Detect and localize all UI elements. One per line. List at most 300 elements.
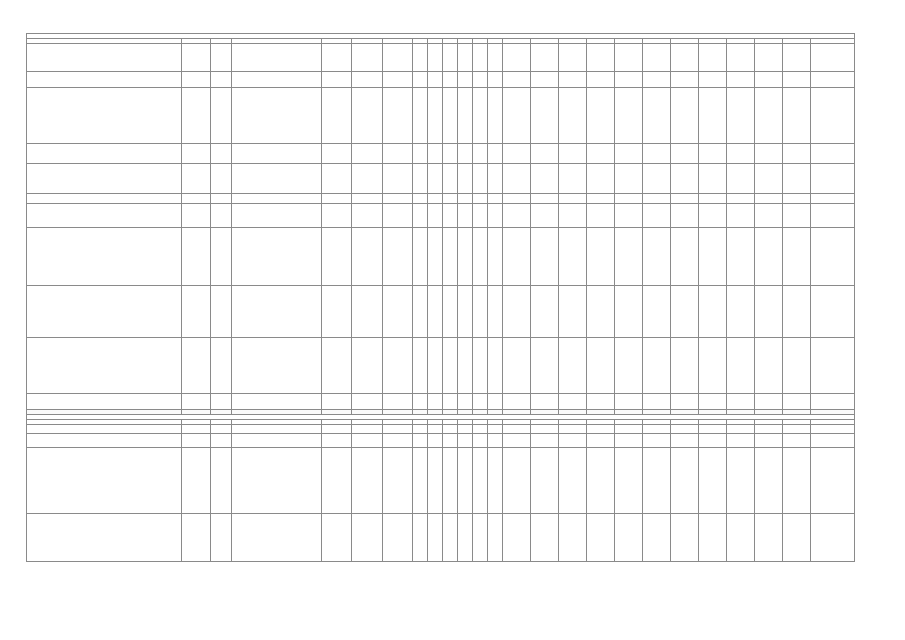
table-cell xyxy=(182,514,211,562)
table-cell xyxy=(783,394,811,410)
table-cell xyxy=(352,286,382,338)
table-cell xyxy=(322,448,352,514)
table-cell xyxy=(488,228,503,286)
table-row xyxy=(27,228,855,286)
table-cell xyxy=(727,164,755,194)
table-cell xyxy=(615,204,643,228)
row-total-cell xyxy=(811,434,855,448)
table-cell xyxy=(727,338,755,394)
table-cell xyxy=(488,144,503,164)
row-name-cell xyxy=(27,338,182,394)
table-cell xyxy=(322,44,352,72)
table-cell xyxy=(783,425,811,434)
table-cell xyxy=(559,164,587,194)
table-row xyxy=(27,72,855,88)
table-cell xyxy=(211,88,231,144)
table-cell xyxy=(503,88,531,144)
table-cell xyxy=(473,425,488,434)
table-cell xyxy=(531,338,559,394)
table-cell xyxy=(458,194,473,204)
budget-table xyxy=(26,33,855,562)
table-cell xyxy=(503,434,531,448)
table-cell xyxy=(458,44,473,72)
table-cell xyxy=(427,286,442,338)
table-cell xyxy=(615,72,643,88)
table-cell xyxy=(671,204,699,228)
table-cell xyxy=(442,514,457,562)
table-cell xyxy=(643,164,671,194)
table-cell xyxy=(671,514,699,562)
table-row xyxy=(27,286,855,338)
table-cell xyxy=(559,228,587,286)
table-cell xyxy=(458,338,473,394)
table-cell xyxy=(783,164,811,194)
table-cell xyxy=(442,286,457,338)
table-cell xyxy=(488,394,503,410)
table-cell xyxy=(643,448,671,514)
table-row xyxy=(27,88,855,144)
table-cell xyxy=(699,88,727,144)
table-row xyxy=(27,204,855,228)
table-cell xyxy=(699,514,727,562)
row-name-cell xyxy=(27,204,182,228)
table-cell xyxy=(643,286,671,338)
table-cell xyxy=(671,228,699,286)
table-cell xyxy=(382,44,412,72)
table-row xyxy=(27,164,855,194)
table-cell xyxy=(322,72,352,88)
table-cell xyxy=(488,425,503,434)
table-cell xyxy=(643,394,671,410)
table-cell xyxy=(322,88,352,144)
table-cell xyxy=(615,394,643,410)
table-cell xyxy=(755,434,783,448)
table-cell xyxy=(211,194,231,204)
table-cell xyxy=(322,164,352,194)
table-cell xyxy=(231,425,322,434)
table-cell xyxy=(488,88,503,144)
table-cell xyxy=(211,204,231,228)
table-cell xyxy=(671,448,699,514)
table-cell xyxy=(727,194,755,204)
table-cell xyxy=(322,204,352,228)
table-cell xyxy=(458,514,473,562)
table-cell xyxy=(559,88,587,144)
table-cell xyxy=(727,394,755,410)
table-cell xyxy=(559,194,587,204)
table-cell xyxy=(352,514,382,562)
table-cell xyxy=(587,338,615,394)
table-cell xyxy=(473,394,488,410)
table-cell xyxy=(615,88,643,144)
table-cell xyxy=(427,338,442,394)
table-cell xyxy=(473,72,488,88)
table-cell xyxy=(488,204,503,228)
table-cell xyxy=(531,286,559,338)
table-cell xyxy=(531,44,559,72)
row-name-cell xyxy=(27,514,182,562)
table-cell xyxy=(587,514,615,562)
table-cell xyxy=(699,338,727,394)
table-cell xyxy=(503,144,531,164)
table-cell xyxy=(382,194,412,204)
row-total-cell xyxy=(811,514,855,562)
table-cell xyxy=(643,204,671,228)
table-cell xyxy=(699,448,727,514)
table-cell xyxy=(427,164,442,194)
table-cell xyxy=(231,44,322,72)
table-row xyxy=(27,425,855,434)
table-cell xyxy=(458,164,473,194)
table-cell xyxy=(531,394,559,410)
table-cell xyxy=(503,286,531,338)
table-cell xyxy=(427,394,442,410)
table-cell xyxy=(559,144,587,164)
table-cell xyxy=(382,286,412,338)
table-cell xyxy=(488,72,503,88)
table-cell xyxy=(211,434,231,448)
table-cell xyxy=(587,204,615,228)
table-cell xyxy=(615,514,643,562)
table-cell xyxy=(488,164,503,194)
table-cell xyxy=(488,514,503,562)
table-cell xyxy=(442,204,457,228)
table-cell xyxy=(559,44,587,72)
table-cell xyxy=(727,434,755,448)
table-cell xyxy=(643,88,671,144)
table-row xyxy=(27,144,855,164)
table-row xyxy=(27,514,855,562)
table-cell xyxy=(352,72,382,88)
table-cell xyxy=(783,194,811,204)
table-cell xyxy=(699,144,727,164)
table-cell xyxy=(442,228,457,286)
table-cell xyxy=(473,228,488,286)
table-cell xyxy=(412,88,427,144)
table-row xyxy=(27,44,855,72)
row-total-cell xyxy=(811,88,855,144)
table-cell xyxy=(458,394,473,410)
row-name-cell xyxy=(27,448,182,514)
table-cell xyxy=(182,394,211,410)
table-cell xyxy=(699,194,727,204)
table-cell xyxy=(559,448,587,514)
row-total-cell xyxy=(811,228,855,286)
table-cell xyxy=(231,72,322,88)
row-name-cell xyxy=(27,164,182,194)
table-cell xyxy=(211,338,231,394)
table-cell xyxy=(412,448,427,514)
table-cell xyxy=(531,164,559,194)
table-cell xyxy=(587,144,615,164)
table-cell xyxy=(442,44,457,72)
table-cell xyxy=(427,434,442,448)
table-cell xyxy=(322,514,352,562)
table-cell xyxy=(412,394,427,410)
table-cell xyxy=(559,204,587,228)
table-cell xyxy=(755,204,783,228)
table-cell xyxy=(473,144,488,164)
table-cell xyxy=(503,448,531,514)
table-cell xyxy=(231,228,322,286)
table-cell xyxy=(783,514,811,562)
table-cell xyxy=(322,228,352,286)
row-name-cell xyxy=(27,286,182,338)
table-cell xyxy=(531,204,559,228)
table-cell xyxy=(182,72,211,88)
table-cell xyxy=(503,204,531,228)
table-cell xyxy=(643,72,671,88)
table-cell xyxy=(427,88,442,144)
table-cell xyxy=(783,228,811,286)
table-cell xyxy=(755,194,783,204)
table-cell xyxy=(473,338,488,394)
table-cell xyxy=(382,434,412,448)
table-cell xyxy=(352,164,382,194)
table-cell xyxy=(503,194,531,204)
table-cell xyxy=(727,88,755,144)
table-cell xyxy=(559,338,587,394)
table-cell xyxy=(182,144,211,164)
table-cell xyxy=(783,72,811,88)
table-cell xyxy=(643,338,671,394)
table-cell xyxy=(231,204,322,228)
table-cell xyxy=(322,286,352,338)
table-cell xyxy=(182,425,211,434)
table-cell xyxy=(211,44,231,72)
table-cell xyxy=(458,72,473,88)
table-cell xyxy=(503,514,531,562)
table-cell xyxy=(211,164,231,194)
table-cell xyxy=(412,286,427,338)
table-cell xyxy=(231,514,322,562)
table-cell xyxy=(427,144,442,164)
row-total-cell xyxy=(811,204,855,228)
table-cell xyxy=(412,228,427,286)
table-row xyxy=(27,394,855,410)
table-cell xyxy=(427,425,442,434)
table-cell xyxy=(615,44,643,72)
table-cell xyxy=(671,394,699,410)
table-cell xyxy=(382,88,412,144)
table-cell xyxy=(503,394,531,410)
table-cell xyxy=(182,44,211,72)
table-cell xyxy=(473,164,488,194)
row-name-cell xyxy=(27,88,182,144)
table-cell xyxy=(382,338,412,394)
table-cell xyxy=(587,228,615,286)
table-cell xyxy=(755,72,783,88)
table-cell xyxy=(382,204,412,228)
table-cell xyxy=(531,228,559,286)
table-cell xyxy=(755,44,783,72)
table-cell xyxy=(755,338,783,394)
row-name-cell xyxy=(27,434,182,448)
table-cell xyxy=(783,88,811,144)
table-cell xyxy=(615,228,643,286)
table-cell xyxy=(643,194,671,204)
table-cell xyxy=(412,434,427,448)
table-cell xyxy=(755,88,783,144)
table-cell xyxy=(427,228,442,286)
table-cell xyxy=(488,448,503,514)
table-cell xyxy=(458,144,473,164)
table-cell xyxy=(211,144,231,164)
table-cell xyxy=(727,448,755,514)
table-cell xyxy=(587,394,615,410)
row-name-cell xyxy=(27,228,182,286)
table-cell xyxy=(615,286,643,338)
table-cell xyxy=(427,204,442,228)
table-cell xyxy=(458,286,473,338)
table-cell xyxy=(182,228,211,286)
table-cell xyxy=(352,44,382,72)
table-cell xyxy=(643,425,671,434)
table-cell xyxy=(412,164,427,194)
table-cell xyxy=(442,72,457,88)
table-cell xyxy=(211,72,231,88)
table-cell xyxy=(587,425,615,434)
table-cell xyxy=(182,448,211,514)
table-cell xyxy=(699,72,727,88)
table-cell xyxy=(382,448,412,514)
table-cell xyxy=(182,338,211,394)
table-cell xyxy=(231,394,322,410)
table-cell xyxy=(458,425,473,434)
table-cell xyxy=(427,44,442,72)
table-cell xyxy=(783,338,811,394)
table-cell xyxy=(231,448,322,514)
table-cell xyxy=(412,514,427,562)
table-cell xyxy=(643,434,671,448)
table-cell xyxy=(727,44,755,72)
table-cell xyxy=(182,194,211,204)
row-name-cell xyxy=(27,194,182,204)
table-cell xyxy=(352,394,382,410)
table-cell xyxy=(473,434,488,448)
table-cell xyxy=(473,44,488,72)
table-cell xyxy=(587,44,615,72)
table-cell xyxy=(531,425,559,434)
table-cell xyxy=(727,72,755,88)
row-name-cell xyxy=(27,44,182,72)
table-cell xyxy=(458,88,473,144)
table-cell xyxy=(671,144,699,164)
table-cell xyxy=(412,44,427,72)
table-cell xyxy=(427,514,442,562)
table-cell xyxy=(442,425,457,434)
table-cell xyxy=(783,434,811,448)
table-cell xyxy=(503,44,531,72)
table-cell xyxy=(412,425,427,434)
table-cell xyxy=(488,286,503,338)
table-cell xyxy=(671,286,699,338)
table-cell xyxy=(531,448,559,514)
row-total-cell xyxy=(811,72,855,88)
table-cell xyxy=(671,88,699,144)
table-cell xyxy=(182,88,211,144)
table-cell xyxy=(412,144,427,164)
table-cell xyxy=(352,204,382,228)
table-cell xyxy=(755,425,783,434)
table-cell xyxy=(559,286,587,338)
table-cell xyxy=(382,164,412,194)
table-cell xyxy=(671,425,699,434)
table-cell xyxy=(473,286,488,338)
table-cell xyxy=(587,164,615,194)
table-cell xyxy=(755,514,783,562)
table-cell xyxy=(503,72,531,88)
table-cell xyxy=(671,194,699,204)
table-cell xyxy=(231,338,322,394)
table-cell xyxy=(442,434,457,448)
table-cell xyxy=(727,425,755,434)
table-cell xyxy=(643,228,671,286)
table-cell xyxy=(531,514,559,562)
table-cell xyxy=(412,338,427,394)
table-cell xyxy=(783,144,811,164)
table-cell xyxy=(531,144,559,164)
table-cell xyxy=(322,144,352,164)
table-cell xyxy=(473,204,488,228)
table-cell xyxy=(382,514,412,562)
table-cell xyxy=(783,286,811,338)
table-cell xyxy=(382,72,412,88)
table-body xyxy=(27,34,855,562)
table-cell xyxy=(755,448,783,514)
table-cell xyxy=(587,448,615,514)
table-cell xyxy=(559,514,587,562)
row-total-cell xyxy=(811,338,855,394)
row-total-cell xyxy=(811,44,855,72)
table-cell xyxy=(442,338,457,394)
table-cell xyxy=(671,434,699,448)
table-cell xyxy=(643,44,671,72)
table-cell xyxy=(503,164,531,194)
table-cell xyxy=(559,72,587,88)
row-total-cell xyxy=(811,286,855,338)
table-cell xyxy=(727,286,755,338)
table-cell xyxy=(488,434,503,448)
table-cell xyxy=(442,394,457,410)
table-cell xyxy=(182,204,211,228)
row-total-cell xyxy=(811,394,855,410)
table-cell xyxy=(615,448,643,514)
table-cell xyxy=(412,204,427,228)
table-cell xyxy=(211,514,231,562)
table-cell xyxy=(458,434,473,448)
table-cell xyxy=(727,204,755,228)
table-cell xyxy=(783,448,811,514)
row-name-cell xyxy=(27,144,182,164)
table-cell xyxy=(755,228,783,286)
table-cell xyxy=(412,194,427,204)
table-cell xyxy=(671,338,699,394)
table-cell xyxy=(231,164,322,194)
table-cell xyxy=(699,44,727,72)
table-cell xyxy=(352,228,382,286)
table-cell xyxy=(783,204,811,228)
table-cell xyxy=(458,228,473,286)
table-cell xyxy=(427,448,442,514)
table-cell xyxy=(488,194,503,204)
table-cell xyxy=(211,448,231,514)
table-cell xyxy=(531,88,559,144)
table-cell xyxy=(559,434,587,448)
table-cell xyxy=(442,88,457,144)
table-cell xyxy=(211,228,231,286)
table-cell xyxy=(442,164,457,194)
